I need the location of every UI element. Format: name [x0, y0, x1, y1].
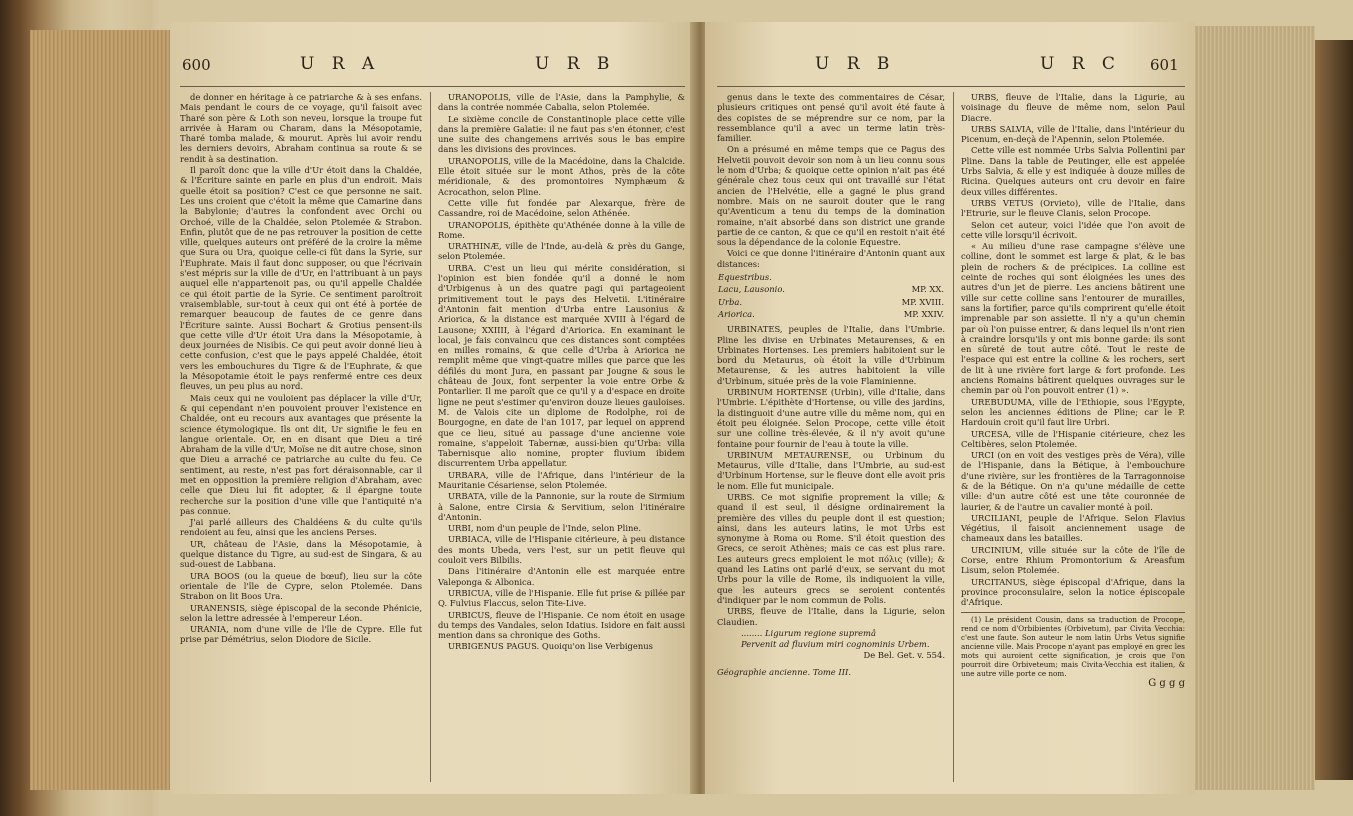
volume-footer: Géographie ancienne. Tome III.: [717, 666, 852, 677]
article-paragraph: URBIACA, ville de l'Hispanie citérieure, à peu distance des monts Ubeda, vers l'est, sur un petit fleuve qui couloit vers Bilbilis.: [438, 534, 685, 566]
article-paragraph: URCESA, ville de l'Hispanie citérieure, chez les Celtibères, selon Ptolemée.: [961, 428, 1185, 449]
article-paragraph: URBS VETUS (Orvieto), ville de l'Italie, dans l'Etrurie, sur le fleuve Clanis, selon Procope.: [961, 197, 1185, 219]
verse-line: Pervenit ad fluvium miri cognominis Urbem.: [741, 639, 930, 650]
article-paragraph: URBICUS, fleuve de l'Hispanie. Ce nom étoit en usage du temps des Vandales, selon Idatius. Isidore en fait aussi mention dans sa chronique des Goths.: [438, 609, 685, 641]
article-paragraph: URCI (on en voit des vestiges près de Véra), ville de l'Hispanie, dans la Bétique, à l'embouchure d'une rivière, sur les frontières de la Tarragonnoise & de la Bétique. On n'a qu'une médaille de cette ville: d'un autre côté est une tête couronnée de laurier, & de l'autre un cavalier monté à poil.: [961, 450, 1185, 512]
itinerary-row: [717, 271, 945, 283]
running-head-ura: U R A: [300, 54, 381, 74]
running-head-urb: U R B: [535, 54, 616, 74]
right-page: [705, 22, 1195, 794]
article-paragraph: Cette ville est nommée Urbs Salvia Pollentini par Pline. Dans la table de Peutinger, elle est appelée Urbs Salvia, & elle y est indiquée à douze milles de Ricina. Quelques auteurs ont cru devoir en faire deux villes différentes.: [961, 145, 1185, 197]
left-column-2: [438, 92, 685, 792]
footnote: (1) Le président Cousin, dans sa traduction de Procope, rend ce nom d'Orbibientes (Orbivetum), par Civita Vecchia: c'est une faute. Son auteur le nom latin Urbs Vetus signifie ancienne ville. Mais Procope n'ayant pas employé en grec les mots qui auroient cette signification, je crois que l'on pourroit dire Orbiveteum; mais Civita-Vecchia est italien, & une autre ville porte ce nom.: [961, 614, 1185, 678]
header-rule-right: [717, 86, 1185, 87]
article-paragraph: URBINATES, peuples de l'Italie, dans l'Umbrie. Pline les divise en Urbinates Metaurenses, & en Urbinates Hortenses. Les premiers habitoient sur le bord du Metaurus, où étoit la ville d'Urbinum Metaurense, & les autres habitoient la ville d'Urbinum, située près de la voie Flaminienne.: [717, 324, 945, 386]
itinerary-place: Equestribus.: [718, 272, 772, 283]
article-paragraph: URANIA, nom d'une ville de l'île de Cypre. Elle fut prise par Démétrius, selon Diodore de Sicile.: [180, 624, 422, 645]
article-paragraph: URBARA, ville de l'Afrique, dans l'intérieur de la Mauritanie Césariense, selon Ptolemée.: [438, 469, 685, 490]
running-head-urb-right: U R B: [815, 54, 896, 74]
left-column-1: [180, 92, 422, 792]
article-paragraph: Voici ce que donne l'itinéraire d'Antonin quant aux distances:: [717, 248, 945, 269]
running-head-urc: U R C: [1040, 54, 1121, 74]
article-paragraph: URBINUM METAURENSE, ou Urbinum du Metaurus, ville d'Italie, dans l'Umbrie, au sud-est d'Urbinum Hortense, sur le fleuve dont elle avoit pris le nom. Elle fut municipale.: [717, 449, 945, 491]
article-paragraph: URBA. C'est un lieu qui mérite considération, si l'opinion est bien fondée qu'il a donné le nom d'Urbigenus à un des quatre pagi qui partageoient primitivement tout le pays des Helvetii. L'itinéraire d'Antonin fait mention d'Urba entre Lausonius & Ariorica, & la distance est marquée XVIII à l'égard de Lausone; XXIIII, à l'égard d'Ariorica. En examinant le local, je fais convaincu que ces distances sont comptées en milles romains, & que celle d'Urba à Ariorica ne remplit même que vingt-quatre milles que parce que les défilés du mont Jura, en passant par Jougne & sous le château de Joux, font serpenter la voie entre Orbe & Pontarlier. Il me paroît que ce qu'il y a d'espace en droite ligne ne peut s'estimer qu'environ douze lieues gauloises. M. de Valois cite un diplome de Rodolphe, roi de Bourgogne, en date de l'an 1017, par lequel on apprend que ce lieu, situé au passage d'une ancienne voie romaine, s'appeloit Tabernæ, aussi-bien qu'Urba: villa Tabernisque alio nomine, propter fluvium ibidem discurrentem Urba appellatur.: [438, 262, 685, 469]
right-page-edges: [1195, 26, 1315, 790]
itinerary-row: [717, 283, 945, 295]
left-page-edges: [30, 30, 170, 790]
article-paragraph: Selon cet auteur, voici l'idée que l'on avoit de cette ville lorsqu'il écrivoit.: [961, 219, 1185, 240]
article-paragraph: URBS, fleuve de l'Italie, dans la Ligurie, au voisinage du fleuve de même nom, selon Paul Diacre.: [961, 92, 1185, 123]
signature-mark: G g g g: [1148, 677, 1185, 689]
article-paragraph: UREBUDUMA, ville de l'Ethiopie, sous l'Egypte, selon les anciennes éditions de Pline; car le P. Hardouin croit qu'il faut lire Urbri.: [961, 396, 1185, 428]
article-paragraph: URBS, fleuve de l'Italie, dans la Ligurie, selon Claudien.: [717, 606, 945, 627]
article-paragraph: URCINIUM, ville située sur la côte de l'île de Corse, entre Rhium Promontorium & Areasfum Lisum, selon Ptolemée.: [961, 544, 1185, 576]
article-paragraph: URCILIANI, peuple de l'Afrique. Selon Flavius Végétius, il faisoit anciennement usage de chameaux dans les batailles.: [961, 512, 1185, 544]
verse-source: De Bel. Get. v. 554.: [863, 650, 945, 661]
right-column-2: [961, 92, 1185, 792]
article-paragraph: URBS SALVIA, ville de l'Italie, dans l'intérieur du Picenum, en-deçà de l'Apennin, selon Ptolemée.: [961, 123, 1185, 145]
article-paragraph: URBI, nom d'un peuple de l'Inde, selon Pline.: [448, 523, 642, 534]
article-paragraph: URA BOOS (ou la queue de bœuf), lieu sur la côte orientale de l'île de Cypre, selon Ptolemée. Dans Strabon on lit Boos Ura.: [180, 570, 422, 602]
article-paragraph: J'ai parlé ailleurs des Chaldéens & du culte qu'ils rendoient au feu, ainsi que les anciens Perses.: [180, 517, 422, 538]
verse-quote: [717, 628, 945, 650]
column-divider-right: [953, 92, 954, 782]
itinerary-place: Urba.: [718, 296, 743, 307]
book-cover-edge: [1315, 40, 1353, 780]
right-column-1: [717, 92, 945, 792]
article-paragraph: URATHINÆ, ville de l'Inde, au-delà & près du Gange, selon Ptolemée.: [438, 241, 685, 262]
article-paragraph: URANOPOLIS, ville de l'Asie, dans la Pamphylie, & dans la contrée nommée Cabalia, selon Ptolemée.: [438, 92, 685, 113]
article-paragraph: URBIGENUS PAGUS. Quoiqu'on lise Verbigenus: [448, 641, 653, 652]
article-paragraph: URBINUM HORTENSE (Urbin), ville d'Italie, dans l'Umbrie. L'épithète d'Hortense, ou ville des jardins, la distinguoit d'une autre ville du même nom, qui en étoit peu éloignée. Selon Procope, cette ville étoit sur une colline très-élevée, & il n'y avoit qu'une fontaine pour fournir de l'eau à toute la ville.: [717, 387, 945, 449]
itinerary-row: [717, 296, 945, 308]
itinerary-distance: MP. XX.: [911, 284, 944, 295]
itinerary-row: [717, 308, 945, 320]
verse-line: ........ Ligurum regione supremâ: [741, 627, 876, 638]
header-rule: [180, 86, 685, 87]
itinerary-distance: [856, 271, 945, 283]
left-page: [170, 22, 695, 794]
article-paragraph: « Au milieu d'une rase campagne s'élève une colline, dont le sommet est large & plat, & le bas plein de rochers & de précipices. La colline est ceinte de roches qui sont éloignées les unes des autres d'un jet de pierre. Les anciens bâtirent une ville sur cette colline sans l'entourer de murailles, sans la fortifier, parce qu'ils comprirent qu'elle étoit imprenable par son assiette. Il n'y a qu'un chemin par où l'on puisse entrer, & dans lequel ils n'ont rien à craindre lorsqu'ils y ont mis bonne garde: ils sont en sûreté de tout autre côté. Tout le reste de l'espace qui est entre la colline & les rochers, sert de lit à une rivière fort large & fort profonde. Les anciens Romains bâtirent quelques ouvrages sur le chemin par où l'on pouvoit entrer (1) ».: [961, 241, 1185, 396]
article-paragraph: URANENSIS, siège épiscopal de la seconde Phénicie, selon la lettre adressée à l'empereur Léon.: [180, 602, 422, 623]
itinerary-distance: MP. XXIV.: [903, 308, 944, 319]
itinerary-place: Ariorica.: [718, 308, 755, 319]
article-paragraph: Dans l'itinéraire d'Antonin elle est marquée entre Valeponga & Albonica.: [438, 566, 685, 587]
article-paragraph: Il paroît donc que la ville d'Ur étoit dans la Chaldée, & l'Écriture sainte en parle en plus d'un endroit. Mais quelle étoit sa position? C'est ce que personne ne sait. Les uns croient que c'étoit la même que Camarine dans la Babylonie; d'autres la confondent avec Orchi ou Orchoé, ville de la Chaldée, selon Ptolemée & Strabon. Enfin, plutôt que de ne pas retrouver la position de cette ville, quelques auteurs ont préféré de la croire la même que Sura ou Ura, quoique celle-ci fût dans la Syrie, sur l'Euphrate. Mais il faut donc supposer, ou que l'écrivain s'est mépris sur la ville de d'Ur, en l'attribuant à un pays auquel elle n'appartenoit pas, ou qu'il appelle Chaldée ce qui étoit partie de la Syrie. Ce sentiment paroîtroit vraisemblable, sur-tout à ceux qui ont été à portée de remarquer beaucoup de fautes de ce genre dans l'Écriture sainte. Aussi Bochart & Grotius pensent-ils que cette ville d'Ur étoit Ura dans la Mésopotamie, à deux journées de Nisibis. Ce qui peut avoir donné lieu à cette confusion, c'est que le pays appelé Chaldée, étoit vers les embouchures du Tigre & de l'Euphrate, & que la Mésopotamie étoit le pays renfermé entre ces deux fleuves, un peu plus au nord.: [180, 165, 422, 392]
article-paragraph: URCITANUS, siège épiscopal d'Afrique, dans la province proconsulaire, selon la notice épiscopale d'Afrique.: [961, 576, 1185, 608]
article-paragraph: On a présumé en même temps que ce Pagus des Helvetii pouvoit devoir son nom à un lieu connu sous le nom d'Urba; & quoique cette opinion n'ait pas été générale chez tous ceux qui ont travaillé sur l'état ancien de l'Helvétie, elle a gagné le plus grand nombre. Mais on ne sauroit douter que le rang qu'Aventicum a tenu du temps de la domination romaine, n'ait absorbé dans son district une grande partie de ce canton, & que ce qu'il en restoit n'ait été sous la dépendance de la colonie Equestre.: [717, 144, 945, 248]
article-paragraph: URBATA, ville de la Pannonie, sur la route de Sirmium à Salone, entre Cirsia & Servitium, selon l'itinéraire d'Antonin.: [438, 491, 685, 522]
article-paragraph: Cette ville fut fondée par Alexarque, frère de Cassandre, roi de Macédoine, selon Athénée.: [438, 197, 685, 219]
article-paragraph: UR, château de l'Asie, dans la Mésopotamie, à quelque distance du Tigre, au sud-est de Singara, & au sud-ouest de Labbana.: [180, 538, 422, 570]
itinerary-table: [717, 271, 945, 320]
article-paragraph: Mais ceux qui ne vouloient pas déplacer la ville d'Ur, & qui cependant n'en pouvoient prouver l'existence en Chaldée, ont eu recours aux avantages que présente la science étymologique. Ils ont dit, Ur signifie le feu en langue orientale. Or, en en disant que Dieu a tiré Abraham de la ville d'Ur, Moïse ne dit autre chose, sinon que Dieu a arraché ce patriarche au culte du feu. Ce sentiment, au reste, n'est pas fort déraisonnable, car il met en opposition la première religion d'Abraham, avec celle que Dieu lui fit adopter, & il épargne toute recherche sur la position d'une ville que l'antiquité n'a pas connue.: [180, 392, 422, 516]
article-paragraph: URANOPOLIS, épithète qu'Athénée donne à la ville de Rome.: [438, 219, 685, 240]
article-paragraph: URBICUA, ville de l'Hispanie. Elle fut prise & pillée par Q. Fulvius Flaccus, selon Tite-Live.: [438, 587, 685, 609]
article-paragraph: genus dans le texte des commentaires de César, plusieurs critiques ont pensé qu'il avoit été faute à des copistes de se méprendre sur ce nom, par la ressemblance qu'il a avec un terme latin très-familier.: [717, 92, 945, 144]
itinerary-distance: MP. XVIII.: [901, 296, 944, 307]
itinerary-place: Lacu, Lausonio.: [718, 284, 785, 295]
page-number-right: 601: [1150, 56, 1179, 74]
article-paragraph: URBS. Ce mot signifie proprement la ville; & quand il est seul, il désigne ordinairement la première des villes du peuple dont il est question; ainsi, dans les auteurs latins, le mot Urbs est synonyme à Roma ou Rome. S'il étoit question des Grecs, ce seroit Athènes; mais ce cas est plus rare. Les auteurs grecs emploient le mot πόλις (ville); & quand les Latins ont parlé d'eux, se servant du mot Urbs pour la ville de Rome, ils indiquoient la ville, que les auteurs grecs se seroient contentés d'indiquer par le nom commun de Polis.: [717, 491, 945, 605]
column-divider: [430, 92, 431, 782]
page-number-left: 600: [182, 56, 211, 74]
article-paragraph: de donner en héritage à ce patriarche & à ses enfans. Mais pendant le cours de ce voyage, qu'il faisoit avec Tharé son père & Loth son neveu, lorsque la troupe fut arrivée à Haram ou Charam, dans la Mésopotamie, Tharé tomba malade, & mourut. Après lui avoir rendu les derniers devoirs, Abraham continua sa route & se rendit à sa destination.: [180, 92, 422, 164]
article-paragraph: URANOPOLIS, ville de la Macédoine, dans la Chalcide. Elle étoit située sur le mont Athos, près de la côte méridionale, & des promontoires Nymphæum & Acrocathon, selon Pline.: [438, 155, 685, 197]
article-paragraph: Le sixième concile de Constantinople place cette ville dans la première Galatie: il ne faut pas s'en étonner, c'est une suite des changemens arrivés sous le bas empire dans les divisions des provinces.: [438, 113, 685, 155]
